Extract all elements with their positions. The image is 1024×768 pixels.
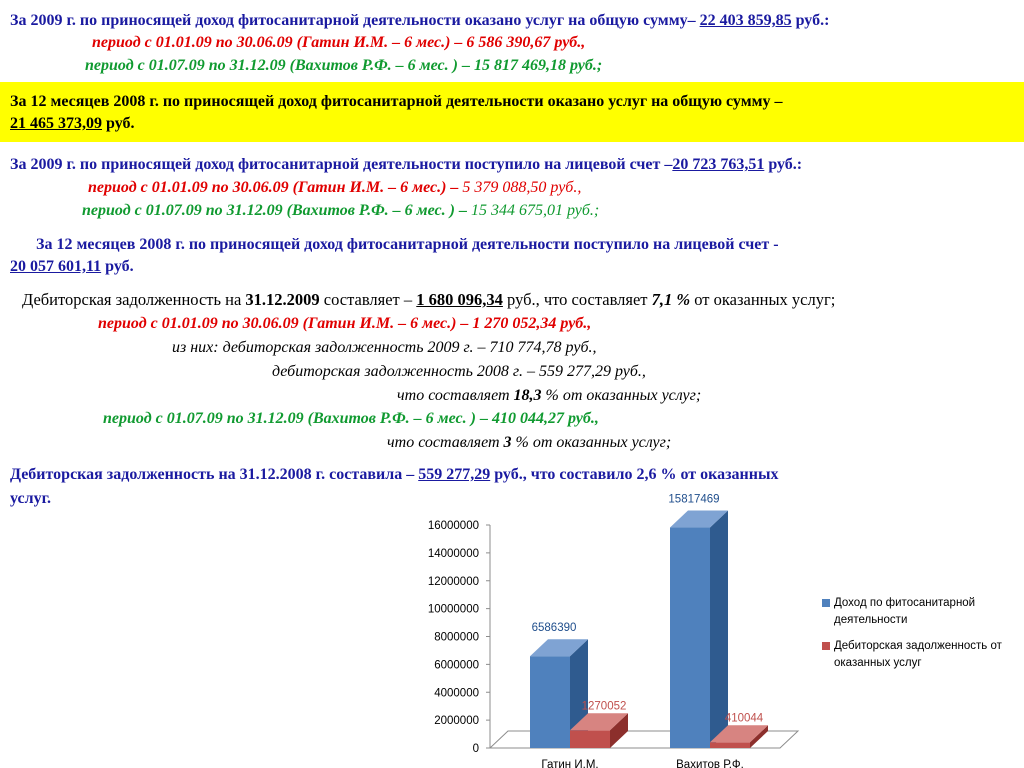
y-tick-label: 14000000: [427, 547, 479, 560]
y-tick-label: 8000000: [434, 631, 479, 644]
summary-2008-services-amount: [10, 114, 134, 134]
y-tick-label: 10000000: [427, 603, 479, 616]
text: период с 01.01.09 по 30.06.09 (Гатин И.М. – 6 мес.) –: [88, 179, 463, 196]
legend-label: Доход по фитосанитарной деятельности: [834, 597, 976, 626]
receivables-gatin-percent: [397, 386, 701, 406]
bar-front: [530, 656, 570, 748]
text: % от оказанных услуг;: [511, 434, 672, 451]
amount: 21 465 373,09: [10, 115, 102, 132]
receivables-2008: [10, 465, 778, 485]
text: Дебиторская задолженность на: [22, 290, 246, 309]
text: % от оказанных услуг;: [541, 387, 702, 404]
legend-label: Дебиторская задолженность от оказанных услуг: [834, 640, 1002, 669]
amount: 559 277,29: [418, 466, 491, 483]
period-vakhitov-services: период с 01.07.09 по 31.12.09 (Вахитов Р.Ф. – 6 мес. ) – 15 817 469,18 руб.;: [85, 57, 603, 74]
y-tick-label: 6000000: [434, 659, 479, 672]
bar-front: [570, 730, 610, 748]
percent: 18,3: [513, 387, 542, 404]
text: руб., что составляет: [502, 290, 652, 309]
bar-chart: [400, 485, 820, 768]
amount: 1 680 096,34: [416, 290, 503, 309]
text: руб.: [102, 115, 135, 132]
summary-2008-services: [10, 92, 783, 112]
y-tick-label: 12000000: [427, 575, 479, 588]
receivables-gatin: период с 01.01.09 по 30.06.09 (Гатин И.М. – 6 мес.) – 1 270 052,34 руб.,: [98, 315, 592, 332]
percent: 7,1 %: [651, 290, 691, 309]
data-label: 6586390: [531, 622, 577, 635]
y-tick-label: 16000000: [427, 520, 479, 532]
amount: 20 723 763,51: [672, 156, 765, 173]
text: период с 01.07.09 по 31.12.09 (Вахитов Р.Ф. – 6 мес. ) –: [82, 202, 471, 219]
text: руб.: [101, 258, 134, 275]
receivables-2009: [22, 290, 835, 310]
data-label: 15817469: [668, 493, 720, 506]
amount: 15 344 675,01 руб.;: [470, 202, 600, 219]
receivables-gatin-2009: из них: дебиторская задолженность 2009 г. – 710 774,78 руб.,: [172, 339, 597, 356]
legend-swatch: [822, 642, 830, 650]
text: Дебиторская задолженность на 31.12.2008 г. составила –: [10, 466, 419, 483]
data-label: 1270052: [581, 700, 627, 713]
text: что составляет: [387, 434, 504, 451]
text: руб., что составило 2,6 % от оказанных: [490, 466, 779, 483]
receivables-vakhitov-percent: [387, 433, 671, 453]
text: За 12 месяцев 2008 г. по приносящей доход фитосанитарной деятельности поступило на лицевой счет -: [36, 236, 779, 253]
text: За 2009 г. по приносящей доход фитосанитарной деятельности оказано услуг на общую сумму–: [10, 12, 700, 29]
percent: 3: [503, 434, 512, 451]
text: За 2009 г. по приносящей доход фитосанитарной деятельности поступило на лицевой счет –: [10, 156, 673, 173]
period-vakhitov-received: [82, 201, 599, 221]
summary-2009-received: [10, 155, 802, 175]
summary-2008-received: [36, 235, 779, 255]
legend-swatch: [822, 599, 830, 607]
x-category-label: Гатин И.М.: [541, 759, 599, 768]
text: от оказанных услуг;: [690, 290, 836, 309]
amount: 5 379 088,50 руб.,: [462, 179, 582, 196]
receivables-2008-cont: услуг.: [10, 490, 52, 507]
amount: 22 403 859,85: [699, 12, 792, 29]
bar-income: [670, 511, 728, 748]
data-label: 410044: [724, 712, 764, 725]
bar-front: [710, 742, 750, 748]
text: что составляет: [397, 387, 514, 404]
receivables-gatin-2008: дебиторская задолженность 2008 г. – 559 277,29 руб.,: [272, 363, 646, 380]
period-gatin-received: [88, 178, 581, 198]
bar-front: [670, 528, 710, 748]
receivables-vakhitov: период с 01.07.09 по 31.12.09 (Вахитов Р.Ф. – 6 мес. ) – 410 044,27 руб.,: [103, 410, 599, 427]
period-gatin-services: период с 01.01.09 по 30.06.09 (Гатин И.М. – 6 мес.) – 6 586 390,67 руб.,: [92, 34, 586, 51]
highlight-banner: [0, 82, 1024, 142]
text: руб.:: [764, 156, 803, 173]
text: руб.:: [791, 12, 830, 29]
amount: 20 057 601,11: [10, 258, 102, 275]
y-tick-label: 0: [472, 743, 479, 755]
x-category-label: Вахитов Р.Ф.: [676, 759, 744, 768]
date: 31.12.2009: [245, 290, 320, 309]
y-tick-label: 4000000: [434, 687, 479, 700]
summary-2009-services: [10, 11, 829, 31]
y-tick-label: 2000000: [434, 715, 479, 728]
summary-2008-received-amount: [10, 257, 134, 277]
text: За 12 месяцев 2008 г. по приносящей доход фитосанитарной деятельности оказано услуг на общую сумму –: [10, 93, 783, 110]
text: составляет –: [319, 290, 417, 309]
